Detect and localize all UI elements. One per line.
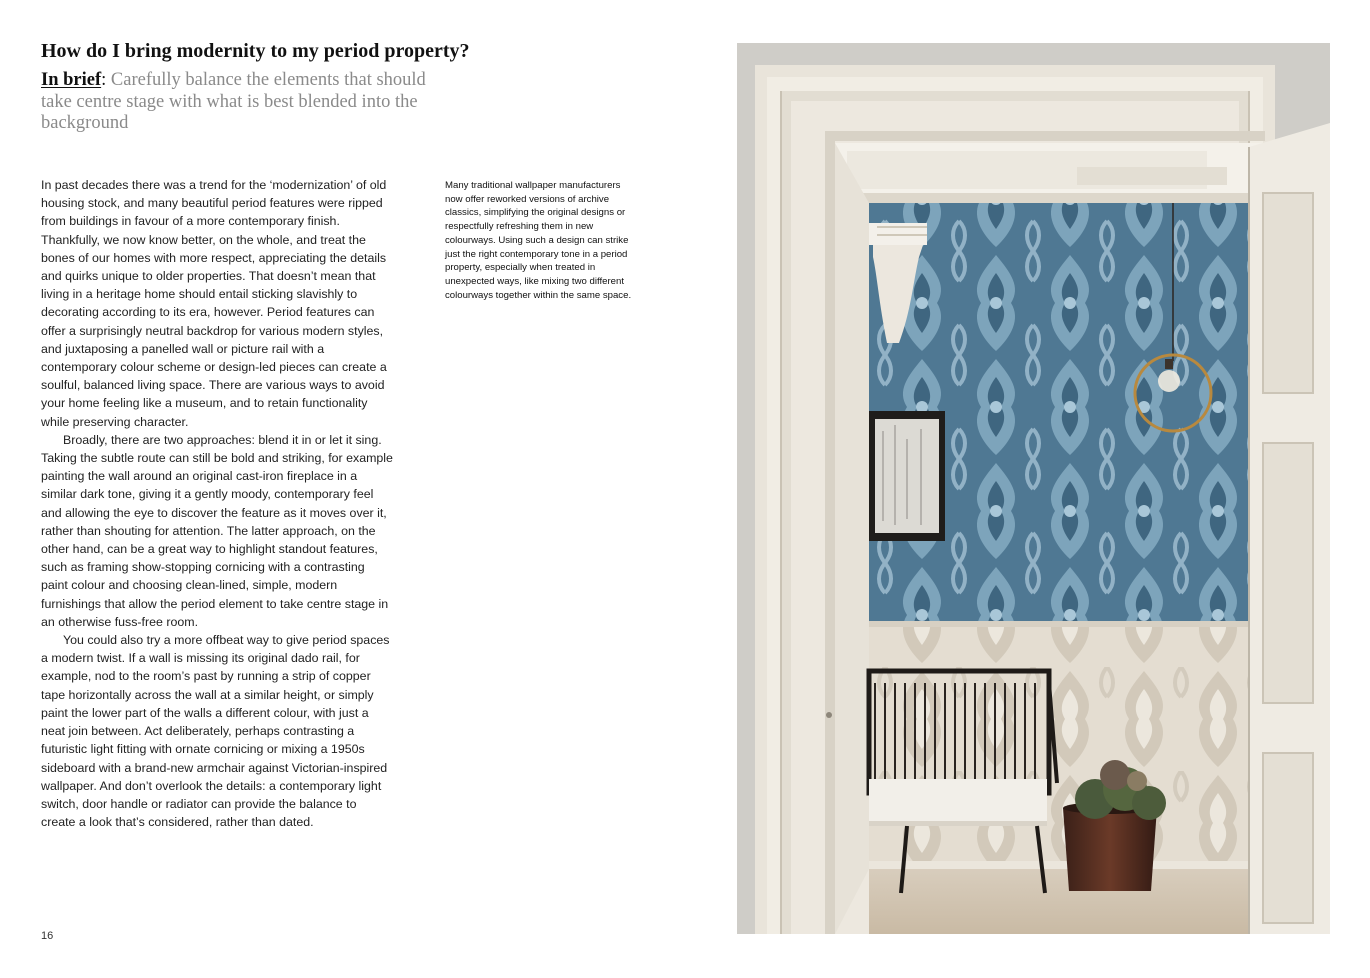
article-body: [41, 176, 393, 831]
body-paragraph: Broadly, there are two approaches: blend it in or let it sing. Taking the subtle route can still be bold and striking, for example painting the wall around an original cast-iron fireplace in a similar dark tone, giving it a gently moody, contemporary feel and allowing the eye to discover the feature as it moves over it, rather than shouting for attention. The latter approach, on the other hand, can be a great way to highlight standout features, such as framing show-stopping cornicing with a contrasting paint colour and choosing clean-lined, simple, modern furnishings that allow the period element to take centre stage in an otherwise fuss-free room.: [41, 432, 393, 629]
page-title: How do I bring modernity to my period property?: [41, 40, 470, 62]
in-brief-colon: :: [101, 70, 107, 90]
in-brief: [41, 70, 461, 135]
page-number: 16: [41, 930, 54, 942]
in-brief-label: In brief: [41, 70, 102, 90]
photo-caption: Many traditional wallpaper manufacturers now offer reworked versions of archive classics, simplifying the original designs or respectfully refreshing them in new colourways. Using such a design can strike just the right contemporary tone in a period property, especially when treated in unexpected ways, like mixing two different colourways together within the same space.: [445, 180, 632, 301]
body-paragraph: In past decades there was a trend for the ‘modernization’ of old housing stock, and many beautiful period features were ripped from buildings in favour of a more contemporary finish. Thankfully, we now know better, on the whole, and treat the bones of our homes with more respect, appreciating the details and quirks unique to older properties. That doesn’t mean that living in a heritage home should entail sticking slavishly to decorating according to its era, however. Period features can offer a surprisingly neutral backdrop for various modern styles, and juxtaposing a panelled wall or picture rail with a contemporary colour scheme or design-led pieces can create a soulful, balanced living space. There are various ways to avoid your home feeling like a museum, and to retain functionality while preserving character.: [41, 178, 387, 429]
interior-photo: [737, 43, 1330, 934]
in-brief-text: Carefully balance the elements that should take centre stage with what is best blended into the background: [41, 70, 426, 133]
body-paragraph: You could also try a more offbeat way to give period spaces a modern twist. If a wall is missing its original dado rail, for example, nod to the room’s past by running a strip of copper tape horizontally across the wall at a similar height, or simply paint the lower part of the walls a different colour, with just a neat join between. Act deliberately, perhaps contrasting a futuristic light fitting with ornate cornicing or mixing a 1950s sideboard with a brand-new armchair against Victorian-inspired wallpaper. And don’t overlook the details: a contemporary light switch, door handle or radiator can provide the balance to create a look that’s considered, rather than dated.: [41, 633, 390, 830]
